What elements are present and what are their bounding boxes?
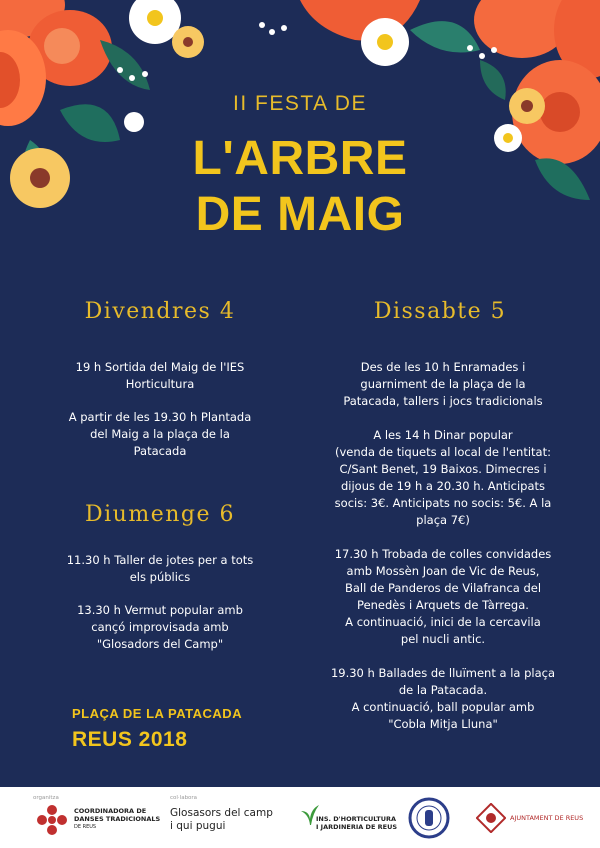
friday-heading: Divendres 4 — [84, 299, 236, 324]
saturday-item-1: Des de les 10 h Enramades i guarniment de la plaça de la Patacada, tallers i jocs tradicionals — [343, 360, 543, 408]
sunday-heading: Diumenge 6 — [85, 502, 235, 527]
friday-item-1: 19 h Sortida del Maig de l'IES Horticultura — [75, 360, 245, 391]
coordinadora-logo-icon — [35, 803, 69, 837]
saturday-item-2: A les 14 h Dinar popular (venda de tiquets al local de l'entitat: C/Sant Benet, 19 Baixos. Dimecres i dijous de 19 h a 20.30 h. Anticipats socis: 3€. Anticipats no socis: 5€. A la plaça 7€) — [334, 428, 552, 527]
saturday-heading: Dissabte 5 — [373, 299, 507, 324]
glosadors-name: Glosasors del camp i qui pugui — [170, 807, 273, 832]
ajuntament-logo-icon — [476, 803, 506, 833]
sunday-item-1: 11.30 h Taller de jotes per a tots els públics — [66, 553, 254, 584]
pre-title: II FESTA DE — [233, 92, 367, 115]
sponsor-footer — [0, 787, 600, 848]
saturday-item-3: 17.30 h Trobada de colles convidades amb Mossèn Joan de Vic de Reus, Ball de Panderos de Vilafranca del Penedès i Arquets de Tàrrega. A continuació, inici de la cercavila pel nucli antic. — [334, 547, 552, 646]
col-labora-label: col·labora — [170, 795, 198, 801]
friday-item-2: A partir de les 19.30 h Plantada del Maig a la plaça de la Patacada — [68, 410, 252, 458]
ins-horticultura-name: INS. D'HORTICULTURA I JARDINERIA DE REUS — [316, 815, 398, 831]
place-line-2: REUS 2018 — [72, 728, 188, 751]
title-line-1: L'ARBRE — [192, 132, 408, 185]
organitza-label: organitza — [33, 795, 59, 801]
coordinadora-name: COORDINADORA DE DANSES TRADICIONALS DE REUS — [74, 807, 161, 830]
ajuntament-name: AJUNTAMENT DE REUS — [510, 814, 584, 822]
seal-logo-icon — [408, 797, 450, 839]
saturday-item-4: 19.30 h Ballades de lluïment a la plaça de la Patacada. A continuació, ball popular amb "Cobla Mitja Lluna" — [330, 666, 556, 731]
place-line-1: PLAÇA DE LA PATACADA — [72, 706, 243, 721]
sunday-item-2: 13.30 h Vermut popular amb cançó improvisada amb "Glosadors del Camp" — [77, 603, 243, 651]
title-line-2: DE MAIG — [195, 188, 405, 241]
